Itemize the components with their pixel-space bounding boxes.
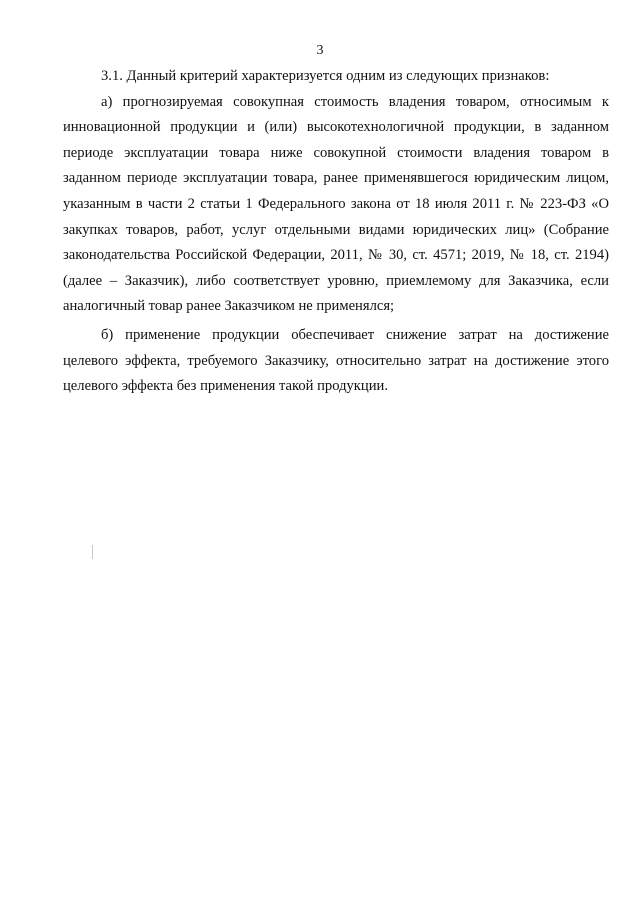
scan-artifact [92,545,93,559]
paragraph-intro: 3.1. Данный критерий характеризуется одним из следующих признаков: [101,68,550,84]
document-body [63,64,609,400]
paragraph-item-a: а) прогнозируемая совокупная стоимость владения товаром, относимым к инновационной продукции и (или) высокотехнологичной продукции, в заданном периоде эксплуатации товара ниже совокупной стоимости владения товаром в заданном периоде эксплуатации товара, ранее применявшегося юридическим лицом, указанным в части 2 статьи 1 Федерального закона от 18 июля 2011 г. № 223-ФЗ «О закупках товаров, работ, услуг отдельными видами юридических лиц» (Собрание законодательства Российской Федерации, 2011, № 30, ст. 4571; 2019, № 18, ст. 2194) (далее – Заказчик), либо соответствует уровню, приемлемому для Заказчика, если аналогичный товар ранее Заказчиком не применялся; [63,93,609,315]
page-number: 3 [316,43,324,58]
paragraph-item-b: б) применение продукции обеспечивает снижение затрат на достижение целевого эффекта, требуемого Заказчику, относительно затрат на достижение этого целевого эффекта без применения такой продукции. [63,326,609,395]
